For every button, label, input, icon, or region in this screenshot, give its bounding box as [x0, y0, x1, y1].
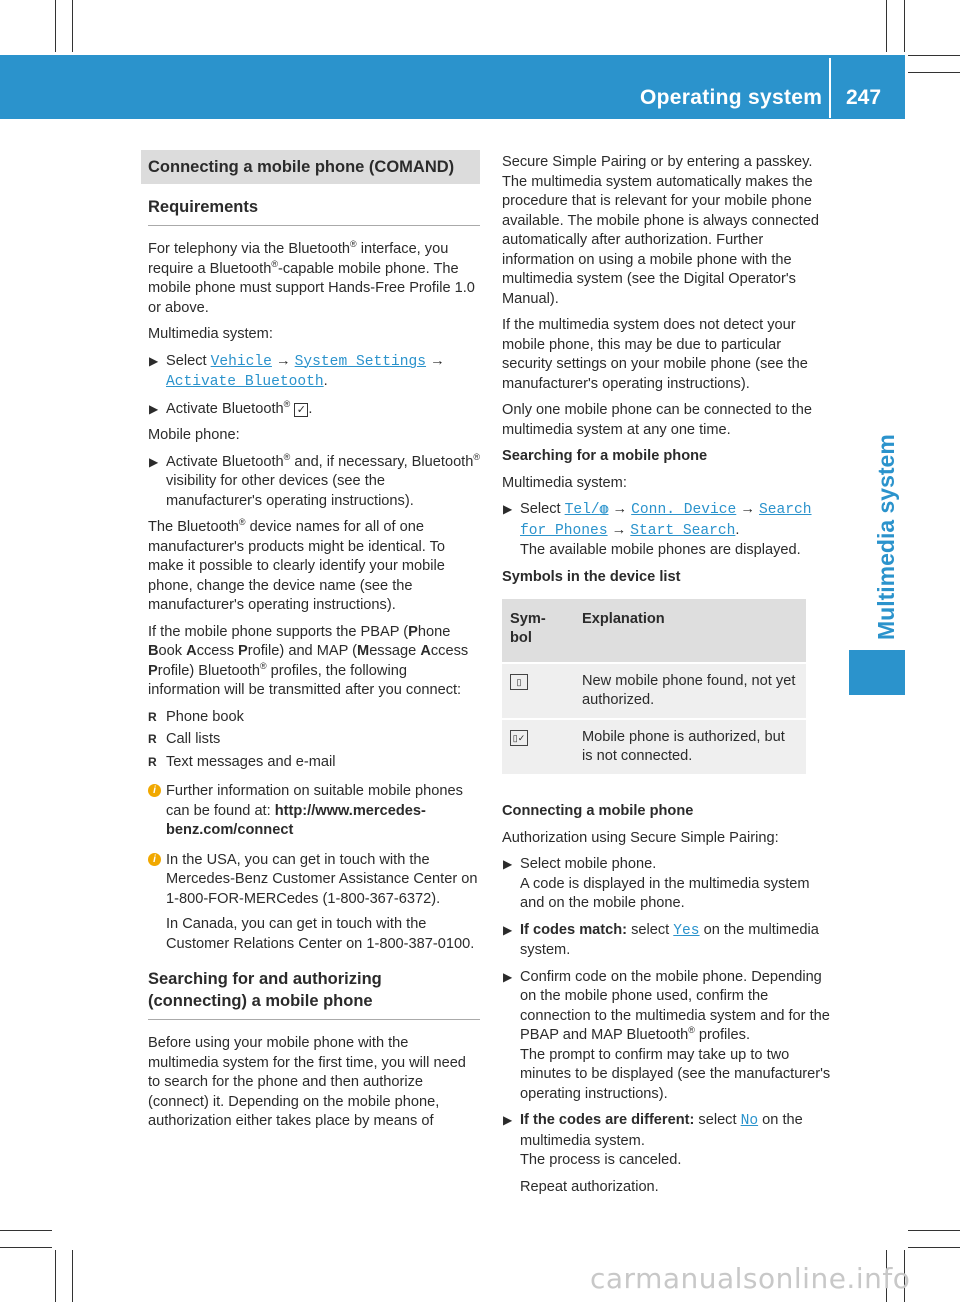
menu-item-start-search[interactable]: Start Search: [630, 522, 736, 539]
table-row: [502, 719, 806, 774]
paragraph: For telephony via the Bluetooth® interface, you require a Bluetooth®-capable mobile phone. The mobile phone must support Hands-Free Profile 1.0 or above.: [148, 239, 475, 316]
yes-option[interactable]: Yes: [673, 922, 700, 939]
requirements-heading: Requirements: [148, 198, 259, 216]
menu-item-vehicle[interactable]: Vehicle: [210, 353, 272, 370]
symbols-table: [502, 599, 806, 774]
paragraph: Secure Simple Pairing or by entering a passkey. The multimedia system automatically makes the procedure that is relevant for your mobile phone available. The mobile phone is always connected automatically after authorization. Further information on using a mobile phone with the multimedia system (see the Digital Operator's Manual).: [502, 154, 819, 307]
table-cell: New mobile phone found, not yet authorized.: [574, 663, 806, 719]
step-marker-icon: ▶: [503, 922, 513, 937]
side-tab-block: [849, 650, 905, 695]
crop-mark: [908, 1247, 960, 1248]
menu-item-tel[interactable]: Tel/◍: [564, 502, 609, 518]
label: Multimedia system:: [148, 326, 273, 342]
sub-heading: Searching for a mobile phone: [502, 448, 708, 464]
crop-mark: [908, 1230, 960, 1231]
step: ▶ If codes match: select Yes on the multimedia system.: [503, 921, 819, 958]
step: ▶ Activate Bluetooth® and, if necessary, Bluetooth® visibility for other devices (see the manufacturer's operating instructions).: [149, 451, 480, 509]
sub-heading: Connecting a mobile phone: [502, 803, 694, 819]
no-option[interactable]: No: [740, 1113, 759, 1129]
table-header-explanation: Explanation: [574, 599, 806, 663]
running-header-title: Operating system: [640, 86, 823, 109]
step-marker-icon: ▶: [503, 969, 513, 984]
url-link[interactable]: http://www.mercedes-benz.com/connect: [166, 802, 426, 838]
paragraph: The Bluetooth® device names for all of one manufacturer's products might be identical. To make it possible to clearly identify your mobile phone, change the device name (see the manufacturer's operating instructions).: [148, 517, 445, 613]
label: Mobile phone:: [148, 427, 240, 443]
crop-mark: [72, 0, 73, 52]
sub-heading: Symbols in the device list: [502, 568, 681, 585]
heading-rule: [148, 1019, 480, 1020]
step-marker-icon: ▶: [503, 502, 513, 516]
crop-mark: [55, 1250, 56, 1302]
list-item: R Call lists: [148, 731, 221, 747]
info-note: i In the USA, you can get in touch with the Mercedes-Benz Customer Assistance Center on 1-800-FOR-MERCedes (1-800-367-6372). In Canada, you can get in touch with the Customer Relations Center on 1-800-387-0100.: [148, 851, 480, 955]
crop-mark: [55, 0, 56, 52]
left-column: [148, 150, 480, 1139]
paragraph: If the mobile phone supports the PBAP (Phone Book Access Profile) and MAP (Message Access Profile) Bluetooth® profiles, the following information will be transmitted after you connect:: [148, 623, 469, 698]
header-separator: [829, 58, 831, 118]
step: ▶ Confirm code on the mobile phone. Depending on the mobile phone used, confirm the connection to the multimedia system and for the PBAP and MAP Bluetooth® profiles. The prompt to confirm may take up to two minutes to be displayed (see the manufacturer's operating instructions).: [503, 968, 831, 1102]
paragraph: Authorization using Secure Simple Pairing:: [502, 829, 779, 846]
paragraph: If the multimedia system does not detect your mobile phone, this may be due to particular security settings on your mobile phone (see the manufacturer's operating instructions).: [502, 317, 808, 392]
list-item: R Text messages and e-mail: [148, 753, 336, 770]
globe-icon: ◍: [599, 502, 609, 518]
crop-mark: [886, 0, 887, 52]
table-row: [502, 663, 806, 719]
section-title: Connecting a mobile phone (COMAND): [141, 150, 480, 184]
crop-mark: [0, 1230, 52, 1231]
step-marker-icon: ▶: [149, 353, 159, 368]
step: ▶ Activate Bluetooth® ✓ .: [148, 400, 480, 420]
page-number: 247: [846, 86, 882, 109]
crop-mark: [904, 0, 905, 52]
mobile-phone-new-icon: ▯: [510, 674, 528, 690]
menu-item-system-settings[interactable]: System Settings: [294, 353, 427, 370]
table-header-symbol: Sym- bol: [502, 599, 574, 663]
watermark: carmanualsonline.info: [590, 1262, 911, 1295]
table-cell: Mobile phone is authorized, but is not connected.: [574, 719, 806, 774]
step-marker-icon: ▶: [149, 401, 159, 416]
crop-mark: [908, 55, 960, 56]
step: ▶ Select Vehicle → System Settings → Activate Bluetooth.: [149, 352, 445, 390]
paragraph: Only one mobile phone can be connected to the multimedia system at any one time.: [502, 402, 812, 438]
info-icon: i: [148, 853, 161, 866]
menu-item-activate-bluetooth[interactable]: Activate Bluetooth: [166, 374, 324, 390]
search-heading: Searching for and authorizing (connecting) a mobile phone: [148, 970, 382, 1010]
info-icon: i: [148, 784, 161, 797]
info-note: i Further information on suitable mobile phones can be found at: http://www.mercedes-benz.com/connect: [148, 782, 480, 841]
step-marker-icon: ▶: [503, 857, 513, 871]
crop-mark: [908, 72, 960, 73]
heading-rule: [148, 225, 480, 226]
step-marker-icon: ▶: [503, 1113, 513, 1127]
step: ▶ If the codes are different: select No on the multimedia system. The process is canceled. Repeat authorization.: [503, 1112, 803, 1195]
list-item: R Phone book: [148, 708, 244, 725]
checkbox-icon: ✓: [294, 403, 308, 417]
side-tab-title: Multimedia system: [873, 434, 899, 640]
table-header-row: [502, 599, 806, 663]
label: Multimedia system:: [502, 474, 627, 491]
crop-mark: [72, 1250, 73, 1302]
menu-item-search-for-phones[interactable]: Search for Phones: [520, 502, 812, 539]
mobile-phone-authorized-icon: ▯✓: [510, 730, 528, 746]
step: ▶ Select Tel/◍ → Conn. Device → Search for Phones → Start Search. The available mobile phones are displayed.: [503, 501, 812, 558]
paragraph: Before using your mobile phone with the multimedia system for the first time, you will need to search for the phone and then authorize (connect) it. Depending on the mobile phone, authorization either takes place by means of: [148, 1035, 466, 1129]
menu-item-conn-device[interactable]: Conn. Device: [631, 502, 737, 518]
right-column: [502, 153, 834, 1204]
step-marker-icon: ▶: [149, 454, 159, 469]
step: ▶ Select mobile phone. A code is displayed in the multimedia system and on the mobile phone.: [503, 856, 810, 911]
crop-mark: [0, 1247, 52, 1248]
